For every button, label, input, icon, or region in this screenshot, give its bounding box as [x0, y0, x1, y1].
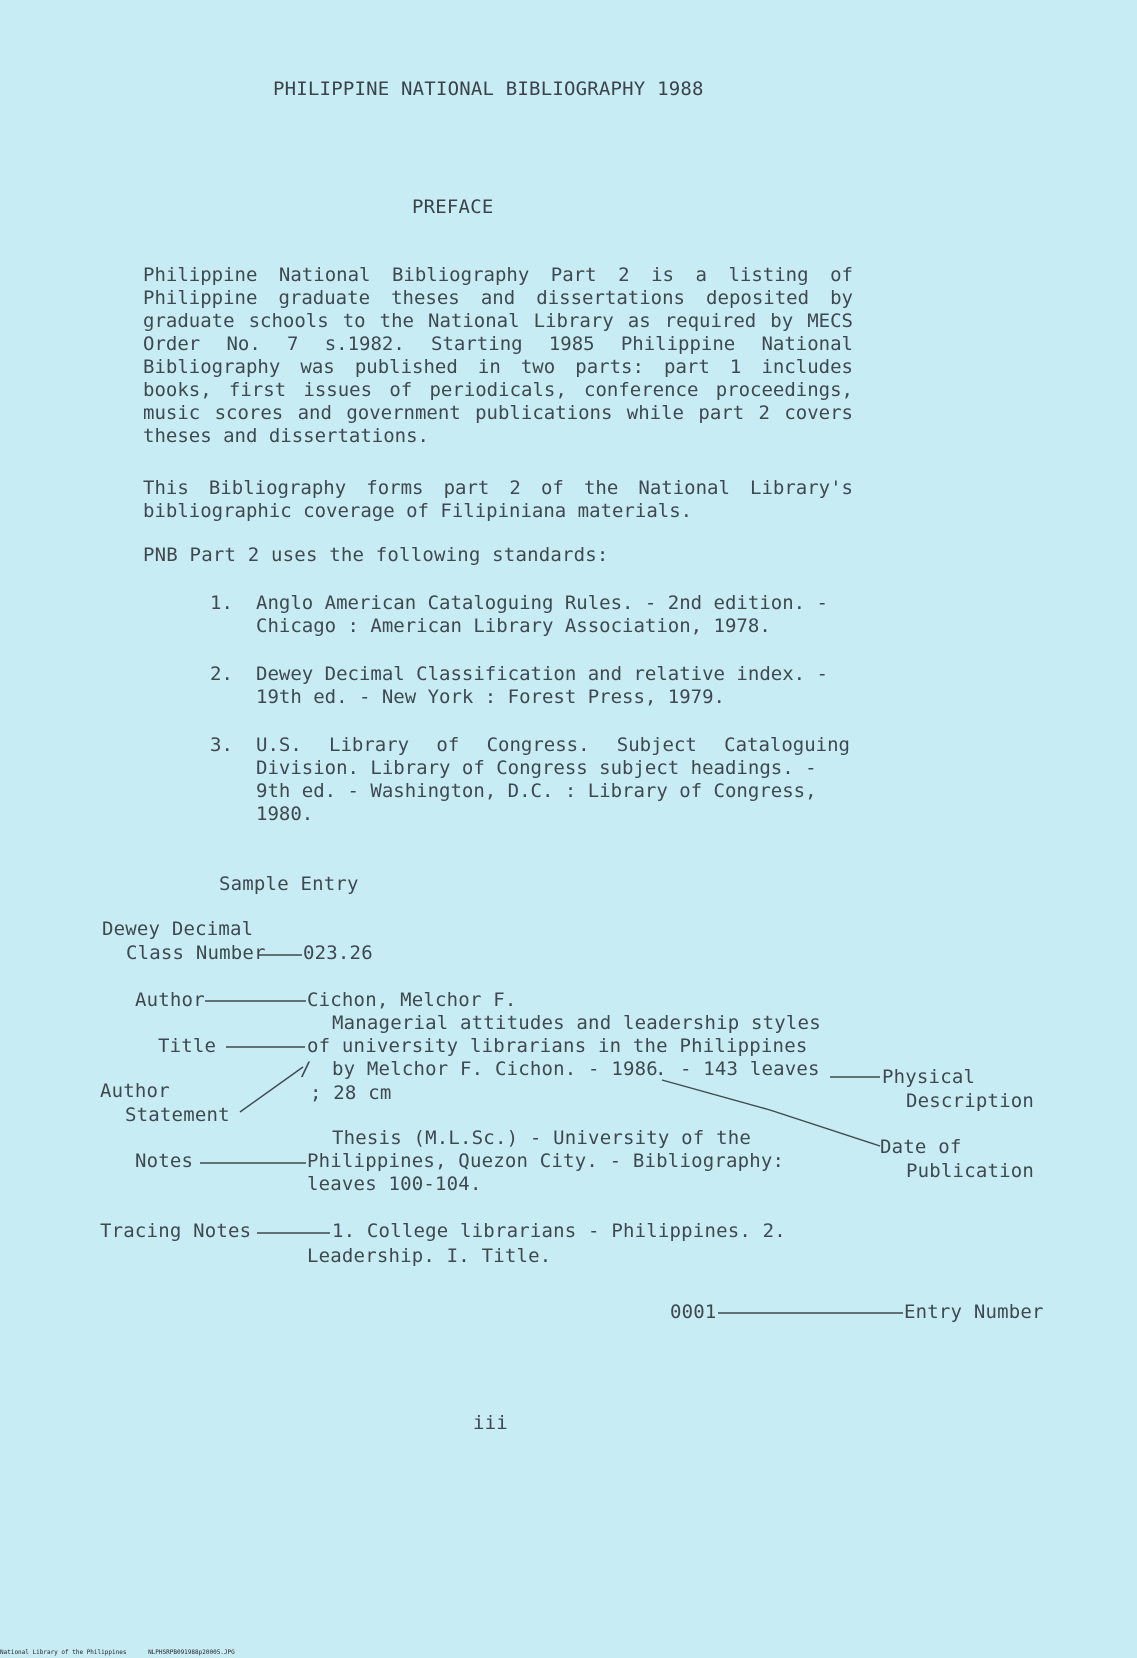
- label-class-number: Class Number: [126, 942, 266, 964]
- label-date-of-publication-2: Publication: [906, 1160, 1035, 1182]
- label-physical-description-1: Physical: [882, 1066, 976, 1088]
- label-physical-description-2: Description: [906, 1090, 1035, 1112]
- standard-item-3: [210, 734, 850, 830]
- label-title: Title: [158, 1035, 217, 1057]
- scan-footer: [0, 1649, 253, 1656]
- section-heading: PREFACE: [412, 196, 494, 218]
- standard-number: 1.: [210, 592, 233, 614]
- entry-title-line-1: Managerial attitudes and leadership styles: [332, 1012, 821, 1034]
- standard-line: Dewey Decimal Classification and relative index. -: [256, 663, 828, 685]
- entry-statement-line: by Melchor F. Cichon. - 1986: [332, 1058, 658, 1080]
- entry-class-number: 023.26: [303, 942, 373, 964]
- paragraph-1-line: theses and dissertations.: [143, 425, 429, 447]
- standard-number: 3.: [210, 734, 233, 756]
- footer-library: National Library of the Philippines: [0, 1649, 127, 1656]
- entry-title-line-2: of university librarians in the Philippines: [307, 1035, 808, 1057]
- preface-paragraph-1: [143, 264, 853, 448]
- entry-number: 0001: [670, 1301, 717, 1323]
- paragraph-1-line: Bibliography was published in two parts: part 1 includes: [143, 356, 853, 378]
- entry-leaves: - 143 leaves: [680, 1058, 820, 1080]
- paragraph-1-line: Order No. 7 s.1982. Starting 1985 Philippine National: [143, 333, 853, 355]
- paragraph-1-line: graduate schools to the National Library as required by MECS: [143, 310, 853, 332]
- paragraph-1-line: books, first issues of periodicals, conference proceedings,: [143, 379, 853, 401]
- paragraph-1-line: Philippine graduate theses and dissertations deposited by: [143, 287, 853, 309]
- leader-line-author-statement: [240, 1067, 303, 1112]
- entry-tracing-line-2: Leadership. I. Title.: [307, 1245, 552, 1267]
- document-title: PHILIPPINE NATIONAL BIBLIOGRAPHY 1988: [273, 78, 704, 100]
- standard-line: 19th ed. - New York : Forest Press, 1979.: [256, 686, 725, 708]
- entry-statement-dot: .: [655, 1058, 667, 1080]
- paragraph-2-line: This Bibliography forms part 2 of the National Library's: [143, 477, 853, 499]
- standard-line: 9th ed. - Washington, D.C. : Library of Congress,: [256, 780, 817, 802]
- label-tracing-notes: Tracing Notes: [100, 1220, 252, 1242]
- entry-notes-line-1: Thesis (M.L.Sc.) - University of the: [332, 1127, 752, 1149]
- footer-file: NLPHSRPB091988p20005.JPG: [148, 1649, 235, 1656]
- label-author-statement-1: Author: [100, 1080, 170, 1102]
- standard-item-2: [210, 663, 850, 713]
- sample-entry-heading: Sample Entry: [219, 873, 359, 895]
- label-author-statement-2: Statement: [125, 1104, 230, 1126]
- entry-notes-line-2: Philippines, Quezon City. - Bibliography:: [307, 1150, 785, 1172]
- entry-tracing-line-1: 1. College librarians - Philippines. 2.: [332, 1220, 786, 1242]
- standard-line: 1980.: [256, 803, 314, 825]
- entry-author: Cichon, Melchor F.: [307, 989, 517, 1011]
- paragraph-1-line: Philippine National Bibliography Part 2 is a listing of: [143, 264, 853, 286]
- label-date-of-publication-1: Date of: [880, 1136, 962, 1158]
- standard-item-1: [210, 592, 850, 642]
- entry-notes-line-3: leaves 100-104.: [307, 1173, 482, 1195]
- entry-statement-slash: /: [300, 1058, 312, 1080]
- paragraph-1-line: music scores and government publications while part 2 covers: [143, 402, 853, 424]
- standard-line: U.S. Library of Congress. Subject Cataloguing: [256, 734, 850, 756]
- page-number: iii: [473, 1412, 508, 1434]
- label-dewey-decimal: Dewey Decimal: [102, 918, 254, 940]
- standard-line: Chicago : American Library Association, 1978.: [256, 615, 771, 637]
- label-entry-number: Entry Number: [904, 1301, 1044, 1323]
- standards-intro: PNB Part 2 uses the following standards:: [143, 544, 609, 566]
- standard-line: Anglo American Cataloguing Rules. - 2nd edition. -: [256, 592, 828, 614]
- paragraph-2-line: bibliographic coverage of Filipiniana materials.: [143, 500, 693, 522]
- preface-paragraph-2: [143, 477, 853, 523]
- label-notes: Notes: [135, 1150, 194, 1172]
- standard-line: Division. Library of Congress subject headings. -: [256, 757, 817, 779]
- standard-number: 2.: [210, 663, 233, 685]
- entry-size: ; 28 cm: [310, 1082, 392, 1104]
- label-author: Author: [135, 989, 205, 1011]
